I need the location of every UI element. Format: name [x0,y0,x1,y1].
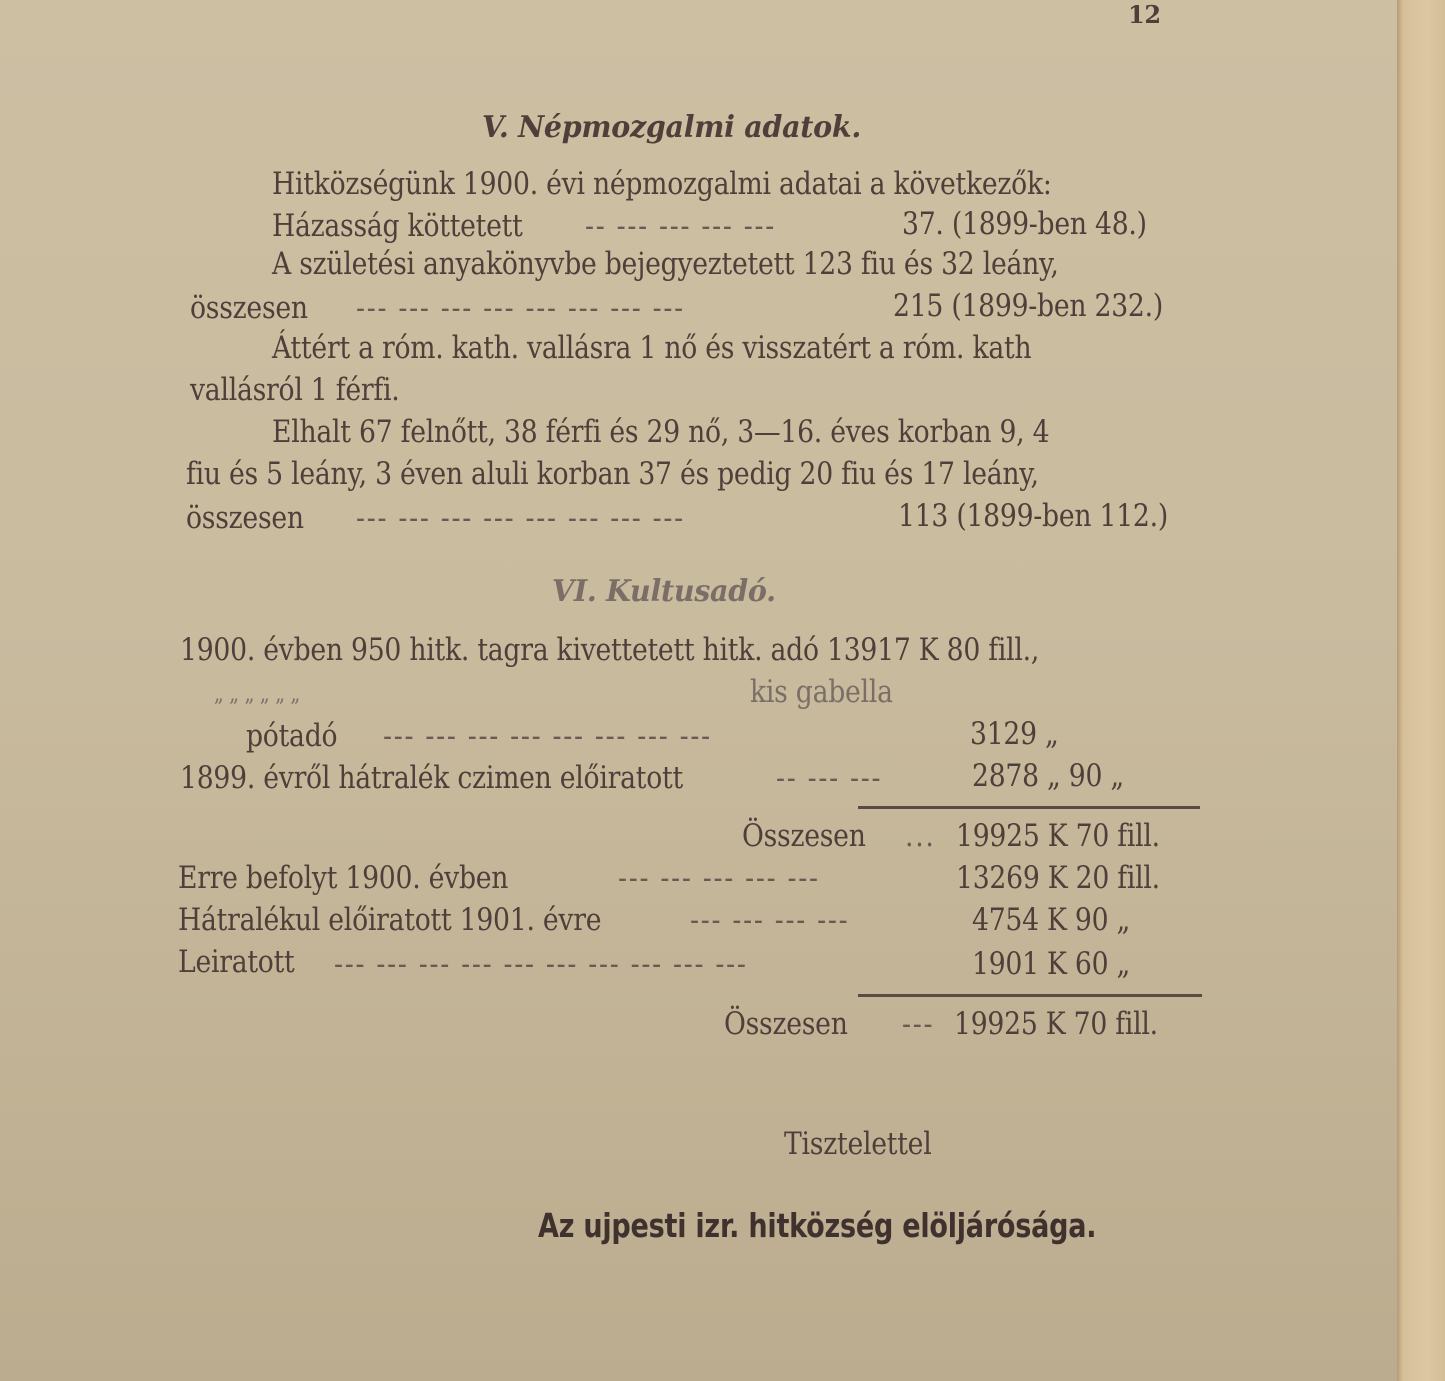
marriage-value: 37. (1899-ben 48.) [902,206,1147,242]
deaths-total-value: 113 (1899-ben 112.) [898,498,1168,534]
row-value: 13269 K 20 fill. [956,860,1160,896]
levy-line: 1900. évben 950 hitk. tagra kivettetett hitk. adó 13917 K 80 fill., [180,632,1040,668]
section-5-intro: Hitközségünk 1900. évi népmozgalmi adatai a következők: [272,166,1052,202]
potado-leader: --- --- --- --- --- --- --- --- [383,718,712,754]
births-total-leader: --- --- --- --- --- --- --- --- [356,290,685,326]
row-value: 1901 K 60 „ [972,946,1131,982]
page-edge [1397,0,1445,1381]
row-leader: --- --- --- --- [690,902,850,938]
sum-rule-1 [858,806,1200,809]
total-2-value: 19925 K 70 fill. [954,1006,1158,1042]
arrears-1899-label: 1899. évről hátralék czimen előiratott [180,760,683,796]
potado-value: 3129 „ [970,716,1059,752]
row-value: 4754 K 90 „ [972,902,1131,938]
total-1-label: Összesen [742,818,866,854]
arrears-1899-value: 2878 „ 90 „ [972,758,1124,794]
signature: Az ujpesti izr. hitközség elöljárósága. [538,1206,1097,1245]
sum-rule-2 [858,994,1202,997]
conversion-line-1: Áttért a róm. kath. vallásra 1 nő és visszatért a róm. kath [272,330,1032,366]
ditto-marks: „ „ „ „ „ „ [214,682,301,707]
salutation: Tisztelettel [784,1126,932,1162]
kis-gabella: kis gabella [750,674,893,710]
births-total-label: összesen [190,290,308,326]
row-label: Erre befolyt 1900. évben [178,860,509,896]
deaths-line-2: fiu és 5 leány, 3 éven aluli korban 37 és pedig 20 fiu és 17 leány, [186,456,1039,492]
row-leader: --- --- --- --- --- [618,860,820,896]
row-label: Hátralékul előiratott 1901. évre [178,902,602,938]
section-6-heading: VI. Kultusadó. [552,574,776,609]
total-1-value: 19925 K 70 fill. [956,818,1160,854]
total-1-leader: ... [905,818,936,854]
marriage-leader: -- --- --- --- --- [585,208,776,244]
section-5-heading: V. Népmozgalmi adatok. [482,110,862,145]
row-label: Leiratott [178,944,295,980]
arrears-1899-leader: -- --- --- [776,760,883,796]
births-line-1: A születési anyakönyvbe bejegyeztetett 123 fiu és 32 leány, [272,246,1059,282]
deaths-total-label: összesen [186,500,304,536]
potado-label: pótadó [246,718,338,754]
row-leader: --- --- --- --- --- --- --- --- --- --- [334,946,748,982]
total-2-label: Összesen [724,1006,848,1042]
deaths-total-leader: --- --- --- --- --- --- --- --- [356,500,685,536]
page-number: 12 [1128,0,1161,29]
conversion-line-2: vallásról 1 férfi. [190,372,400,408]
total-2-leader: --- [902,1006,935,1042]
births-total-value: 215 (1899-ben 232.) [893,288,1163,324]
deaths-line-1: Elhalt 67 felnőtt, 38 férfi és 29 nő, 3—16. éves korban 9, 4 [272,414,1050,450]
marriage-label: Házasság köttetett [272,208,523,244]
